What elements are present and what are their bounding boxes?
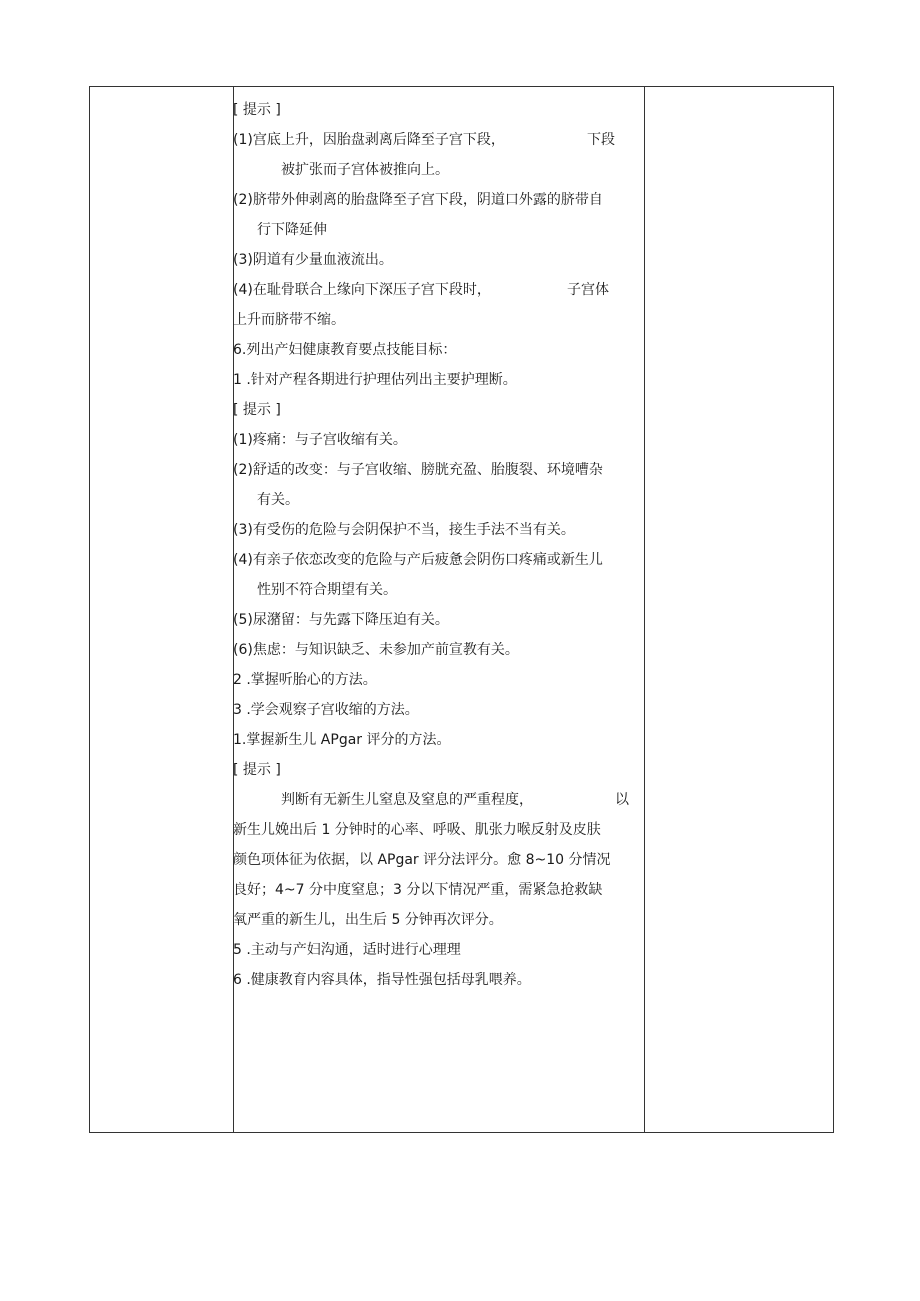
text-line: (4)在耻骨联合上缘向下深压子宫下段时， 子宫体 (233, 282, 609, 298)
text-line: 颜色项体征为依据，以 APgar 评分法评分。愈 8~10 分情况 (233, 852, 611, 868)
content-cell (233, 95, 641, 995)
text-line: 性别不符合期望有关。 (257, 582, 397, 598)
text-line: (6)焦虑：与知识缺乏、未参加产前宣教有关。 (233, 642, 519, 658)
text-line: 有关。 (257, 492, 299, 508)
text-line: (1)宫底上升，因胎盘剥离后降至子宫下段， 下段 (233, 132, 615, 148)
text-line: 行下降延伸 (257, 222, 327, 238)
text-line: 判断有无新生儿窒息及窒息的严重程度， 以 (281, 792, 629, 808)
hint-heading-1: [ 提示 ] (233, 102, 281, 118)
text-line: (4)有亲子依恋改变的危险与产后疲惫会阴伤口疼痛或新生儿 (233, 552, 603, 568)
hint-heading-3: [ 提示 ] (233, 762, 281, 778)
text-line: (2)脐带外伸剥离的胎盘降至子宫下段，阴道口外露的脐带自 (233, 192, 603, 208)
text-line: 1 .针对产程各期进行护理估列出主要护理断。 (233, 372, 517, 388)
section-heading: 6.列出产妇健康教育要点技能目标： (233, 342, 457, 358)
text-line: 5 .主动与产妇沟通，适时进行心理理 (233, 942, 461, 958)
text-line: (3)有受伤的危险与会阴保护不当，接生手法不当有关。 (233, 522, 575, 538)
text-line: 上升而脐带不缩。 (233, 312, 345, 328)
text-line: 氧严重的新生儿，出生后 5 分钟再次评分。 (233, 912, 503, 928)
text-line: 6 .健康教育内容具体，指导性强包括母乳喂养。 (233, 972, 531, 988)
text-line: (2)舒适的改变：与子宫收缩、膀胱充盈、胎腹裂、环境嘈杂 (233, 462, 603, 478)
text-line: 新生儿娩出后 1 分钟时的心率、呼吸、肌张力喉反射及皮肤 (233, 822, 601, 838)
column-divider-right (644, 87, 645, 1132)
text-line: 3 .学会观察子宫收缩的方法。 (233, 702, 419, 718)
text-line: 良好；4~7 分中度窒息；3 分以下情况严重，需紧急抢救缺 (233, 882, 603, 898)
text-line: (3)阴道有少量血液流出。 (233, 252, 393, 268)
text-line: 2 .掌握听胎心的方法。 (233, 672, 377, 688)
hint-heading-2: [ 提示 ] (233, 402, 281, 418)
text-line: (1)疼痛：与子宫收缩有关。 (233, 432, 407, 448)
text-line: 1.掌握新生儿 APgar 评分的方法。 (233, 732, 451, 748)
text-line: (5)尿潴留：与先露下降压迫有关。 (233, 612, 449, 628)
text-line: 被扩张而子宫体被推向上。 (281, 162, 449, 178)
